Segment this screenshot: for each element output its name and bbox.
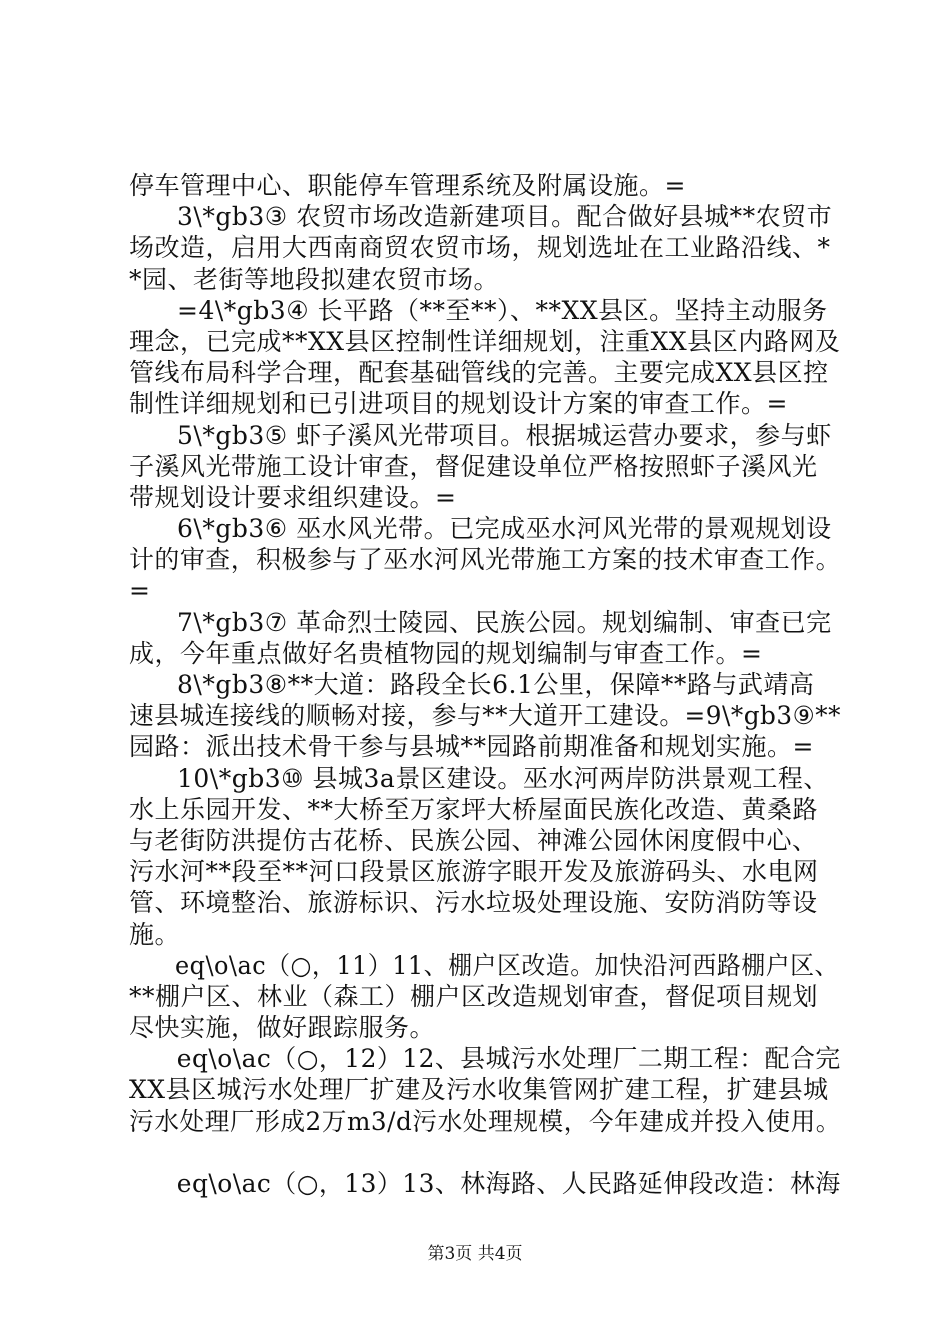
text-line: 尽快实施，做好跟踪服务。	[129, 1013, 436, 1043]
text-line: 停车管理中心、职能停车管理系统及附属设施。=	[129, 171, 686, 200]
text-line: 污水河**段至**河口段景区旅游字眼开发及旅游码头、水电网	[129, 857, 819, 887]
text-line: XX县区城污水处理厂扩建及污水收集管网扩建工程，扩建县城	[129, 1075, 829, 1105]
text-line: =4\*gb3④ 长平路（**至**）、**XX县区。坚持主动服务	[177, 295, 828, 325]
text-line: 计的审查，积极参与了巫水河风光带施工方案的技术审查工作。	[129, 545, 842, 575]
text-line: 3\*gb3③ 农贸市场改造新建项目。配合做好县城**农贸市	[177, 202, 833, 232]
document-body	[129, 170, 841, 1199]
text-line: 带规划设计要求组织建设。=	[129, 482, 457, 512]
text-line: 10\*gb3⑩ 县城3a景区建设。巫水河两岸防洪景观工程、	[177, 763, 829, 793]
page-footer: 第3页 共4页	[427, 1244, 523, 1264]
text-line: 施。	[129, 919, 181, 949]
text-line: 子溪风光带施工设计审查，督促建设单位严格按照虾子溪风光	[129, 451, 818, 481]
text-line: =	[129, 576, 151, 606]
text-line: 6\*gb3⑥ 巫水风光带。已完成巫水河风光带的景观规划设	[177, 514, 832, 544]
text-line: 污水处理厂形成2万m3/d污水处理规模，今年建成并投入使用。	[129, 1106, 842, 1136]
text-line: 管线布局科学合理，配套基础管线的完善。主要完成XX县区控	[129, 358, 829, 388]
text-line: 与老街防洪提仿古花桥、民族公园、神滩公园休闲度假中心、	[129, 825, 818, 855]
text-line: *园、老街等地段拟建农贸市场。	[129, 264, 500, 294]
text-line: 理念，已完成**XX县区控制性详细规划，注重XX县区内路网及	[129, 326, 841, 356]
text-line: 7\*gb3⑦ 革命烈士陵园、民族公园。规划编制、审查已完	[177, 607, 832, 637]
text-line: 速县城连接线的顺畅对接，参与**大道开工建设。=9\*gb3⑨**	[129, 701, 841, 731]
text-line: 成，今年重点做好名贵植物园的规划编制与审查工作。=	[129, 638, 763, 668]
text-line: 园路：派出技术骨干参与县城**园路前期准备和规划实施。=	[129, 732, 814, 762]
text-line: 5\*gb3⑤ 虾子溪风光带项目。根据城运营办要求，参与虾	[177, 420, 832, 450]
text-line: 8\*gb3⑧**大道：路段全长6.1公里，保障**路与武靖高	[177, 670, 815, 699]
text-line: 制性详细规划和已引进项目的规划设计方案的审查工作。=	[129, 389, 788, 419]
text-line: 场改造，启用大西南商贸农贸市场，规划选址在工业路沿线、*	[129, 233, 831, 263]
text-line: 水上乐园开发、**大桥至万家坪大桥屋面民族化改造、黄桑路	[129, 794, 819, 824]
text-line: **棚户区、林业（森工）棚户区改造规划审查，督促项目规划	[129, 981, 819, 1011]
text-line: eq\o\ac（○，13）13、林海路、人民路延伸段改造：林海	[176, 1169, 841, 1198]
text-line	[129, 1137, 841, 1168]
text-line: 管、环境整治、旅游标识、污水垃圾处理设施、安防消防等设	[129, 888, 818, 918]
text-line: eq\o\ac（○，12）12、县城污水处理厂二期工程：配合完	[176, 1044, 841, 1074]
text-line: eq\o\ac（○，11）11、棚户区改造。加快沿河西路棚户区、	[174, 950, 839, 980]
